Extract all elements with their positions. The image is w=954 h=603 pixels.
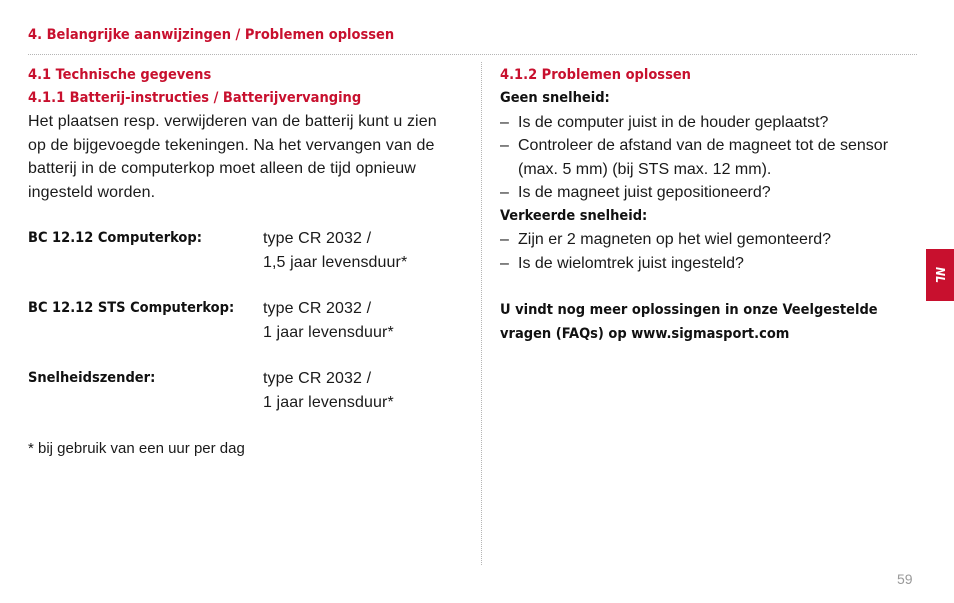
list-item-text: Is de magneet juist gepositioneerd?	[518, 184, 771, 201]
spec-row	[28, 297, 448, 344]
spec-row	[28, 367, 448, 414]
dash-bullet: –	[500, 184, 509, 201]
page-number: 59	[897, 571, 913, 587]
spec-row	[28, 227, 448, 274]
section-title-troubleshooting: 4.1.2 Problemen oplossen	[500, 67, 691, 83]
battery-footnote: * bij gebruik van een uur per dag	[28, 440, 245, 457]
wrong-speed-list	[500, 228, 900, 275]
no-speed-list	[500, 111, 900, 205]
language-tab	[926, 249, 954, 301]
list-item-text: Is de wielomtrek juist ingesteld?	[518, 254, 744, 272]
group-label-wrong-speed: Verkeerde snelheid:	[500, 207, 648, 224]
list-item-text: Is de computer juist in de houder geplaatst?	[518, 113, 829, 131]
dash-bullet: –	[500, 254, 509, 272]
list-item	[500, 181, 900, 205]
spec-value	[263, 297, 448, 344]
spec-value-line: type CR 2032 /	[263, 370, 372, 387]
dash-bullet: –	[500, 137, 509, 154]
right-column	[500, 64, 900, 346]
faq-callout: U vindt nog meer oplossingen in onze Veelgestelde vragen (FAQs) op www.sigmasport.com	[500, 302, 878, 342]
spec-label: Snelheidszender:	[28, 370, 156, 386]
column-divider	[481, 62, 482, 565]
spec-value-line: type CR 2032 /	[263, 300, 372, 317]
list-item	[500, 252, 900, 276]
spec-value	[263, 227, 448, 274]
spec-value-line: type CR 2032 /	[263, 230, 372, 247]
left-column	[28, 64, 448, 460]
spec-value	[263, 367, 448, 414]
dash-bullet: –	[500, 231, 509, 248]
language-tab-label: NL	[932, 267, 947, 283]
section-title-technical-data: 4.1 Technische gegevens	[28, 67, 212, 83]
list-item	[500, 134, 900, 181]
battery-intro-text: Het plaatsen resp. verwijderen van de batterij kunt u zien op de bijgevoegde tekeningen. Na het vervangen van de batterij in de computerkop moet alleen de tijd opnieuw ingesteld worden.	[28, 113, 437, 201]
subsection-title-battery: 4.1.1 Batterij-instructies / Batterijvervanging	[28, 90, 362, 106]
spec-value-line: 1 jaar levensduur*	[263, 393, 394, 411]
list-item-text: Zijn er 2 magneten op het wiel gemonteerd?	[518, 231, 832, 248]
header-divider	[28, 54, 917, 55]
list-item	[500, 111, 900, 135]
dash-bullet: –	[500, 113, 509, 131]
spec-value-line: 1,5 jaar levensduur*	[263, 253, 408, 271]
list-item	[500, 228, 900, 252]
spec-label: BC 12.12 STS Computerkop:	[28, 300, 235, 316]
list-item-text: Controleer de afstand van de magneet tot de sensor (max. 5 mm) (bij STS max. 12 mm).	[518, 137, 889, 178]
spec-label: BC 12.12 Computerkop:	[28, 230, 202, 246]
group-label-no-speed: Geen snelheid:	[500, 90, 610, 106]
page-title: 4. Belangrijke aanwijzingen / Problemen oplossen	[28, 27, 395, 43]
spec-value-line: 1 jaar levensduur*	[263, 323, 394, 341]
